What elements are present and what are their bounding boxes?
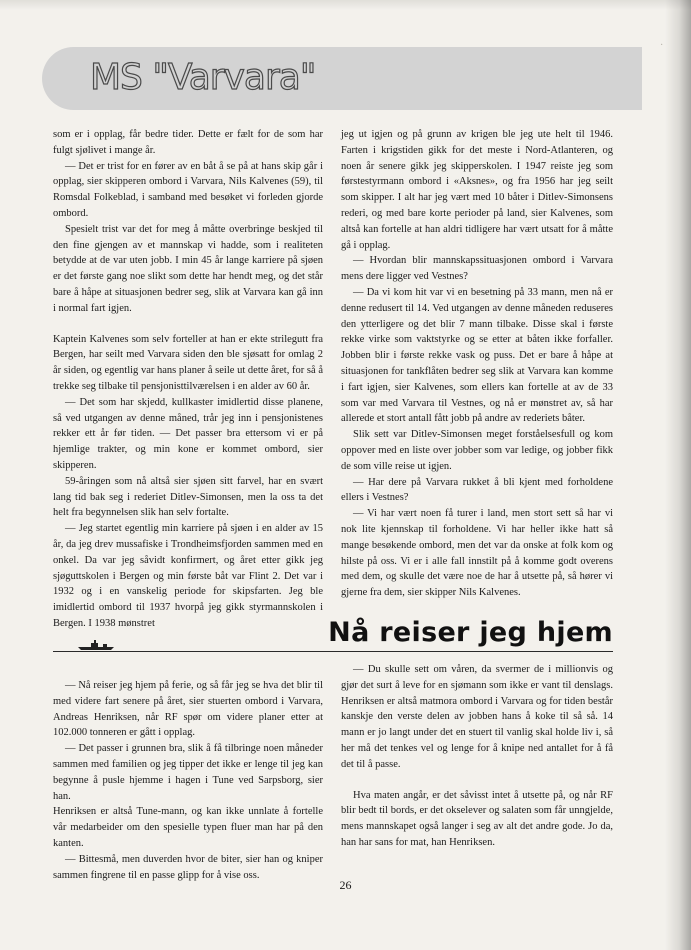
article1-column-left xyxy=(53,127,323,632)
paragraph: Kaptein Kalvenes som selv forteller at han er ekte strilegutt fra Bergen, har seilt med Varvara siden den ble sjøsatt for omlag 2 år siden, og egentlig var hans planer å seile ut dette året, for så å trekke seg tilbake til pensjonisttilværelsen i en alder av 60 år. xyxy=(53,333,323,392)
page-top-shadow xyxy=(0,0,691,10)
paragraph: — Det passer i grunnen bra, slik å få tilbringe noen måneder sammen med familien og jeg tipper det ikke er lenge til jeg kan begynne å pusle hjemme i hagen i Tune ved Sarpsborg, sier han. xyxy=(53,743,323,802)
paragraph: — Da vi kom hit var vi en besetning på 33 mann, men nå er denne redusert til 14. Ved utgangen av denne måneden reduseres den ytterligere og det blir 7 mann tilbake. Disse skal i første rekke virke som vaktstyrke og se etter at båten ikke forfaller. Jobben blir i første rekke vask og puss. Det er bare å håpe at situasjonen for tankflåten bedrer seg slik at Varvara kan komme i fart igjen, sier Kalvenes, som ellers kan fortelle at av de 33 som var med Varvara til Vestnes, og nå er mønstret av, så har allerede et stort antall fått jobb på andre av rederiets båter. xyxy=(341,286,613,425)
paragraph: jeg ut igjen og på grunn av krigen ble jeg ute helt til 1946. Farten i krigstiden gikk for det meste i Nord-Atlanteren, og noen år senere gikk jeg skipperskolen. I 1947 reiste jeg som førstestyrmann ombord i «Aksnes», og fra 1956 har jeg seilt som skipper. I alt har jeg vært med 10 båter i Ditlev-Simonsens rederi, og med bare korte perioder på land, sier Kalvenes, som altså kan fortelle at han aldri tidligere har vært utsatt for å måtte gå i opplag. xyxy=(341,129,613,251)
paragraph: — Har dere på Varvara rukket å bli kjent med forholdene ellers i Vestnes? xyxy=(341,476,613,504)
paragraph: — Det er trist for en fører av en båt å se på at hans skip går i opplag, sier skipperen ombord i Varvara, Nils Kalvenes (59), til Romsdal Folkeblad, i samband med besøket vi forleden gjorde ombord. xyxy=(53,160,323,219)
header-banner xyxy=(42,47,642,110)
paragraph: 59-åringen som nå altså sier sjøen sitt farvel, har en svært lang tid bak seg i rederiet Ditlev-Simonsen, men la oss ta det helt fra begynnelsen slik han selv fortalte. xyxy=(53,475,323,519)
page-number: 26 xyxy=(339,878,352,892)
page-binding-shadow xyxy=(665,0,691,950)
paragraph: Hva maten angår, er det såvisst intet å utsette på, og når RF blir bedt til bords, er det okselever og salaten som får unngjelde, mens mannskapet også langer i seg av alt det andre gode. Jo da, han har sans for mat, han Henriksen. xyxy=(341,789,613,848)
paragraph: — Nå reiser jeg hjem på ferie, og så får jeg se hva det blir til med videre fart senere på året, sier stuerten ombord i Varvara, Andreas Henriksen, når RF spør om videre planer etter at 102.000 tonneren er gått i opplag. xyxy=(53,680,323,739)
paragraph: Spesielt trist var det for meg å måtte overbringe beskjed til den fine gjengen av et mannskap vi hadde, som i realiteten betydde at de var uten jobb. I min 45 år lange karriere på sjøen er det første gang noe slikt som dette har hendt meg, og det står bare å håpe at situasjonen bedrer seg, slik at Varvara kan gå inn i normal fart igjen. xyxy=(53,223,323,314)
paragraph: — Du skulle sett om våren, da svermer de i millionvis og gjør det surt å leve for en sjømann som ikke er vant til denslags. Henriksen er altså matmora ombord i Varvara og for tiden består kanskje den verste delen av jobben hans å koke til så så. 14 mann er jo langt under det en stuert til vanlig skal holde liv i, så her må det tenkes vel og lenge for å knipe ned antallet for å få det til å passe. xyxy=(341,664,613,770)
paragraph: — Bittesmå, men duverden hvor de biter, sier han og kniper sammen fingrene til en passe glipp for å vise oss. xyxy=(53,853,323,881)
section-heading: Nå reiser jeg hjem xyxy=(328,617,613,648)
article2-column-right xyxy=(341,662,613,851)
paragraph: Henriksen er altså Tune-mann, og kan ikke unnlate å fortelle vår medarbeider om den spesielle typen fluer man har på den kanten. xyxy=(53,806,323,849)
page-title: MS "Varvara" xyxy=(90,57,316,98)
ship-icon xyxy=(77,638,115,652)
paragraph: — Det som har skjedd, kullkaster imidlertid disse planene, så ved utgangen av denne måned, trår jeg inn i pensjonistenes rekker ett år før tiden. — Det passer bra ettersom vi er på hjemlige trakter, og min kone er kommet ombord, sier skipperen. xyxy=(53,396,323,471)
article2-column-left xyxy=(53,678,323,883)
paragraph: Slik sett var Ditlev-Simonsen meget forståelsesfull og kom oppover med en liste over jobber som var ledige, og jobber fikk de som ville reise ut igjen. xyxy=(341,429,613,472)
article1-column-right xyxy=(341,127,613,601)
paragraph: — Hvordan blir mannskapssituasjonen ombord i Varvara mens dere ligger ved Vestnes? xyxy=(341,255,613,283)
paragraph: — Vi har vært noen få turer i land, men stort sett så har vi nok lite kjennskap til forholdene. Vi har heller ikke hatt så mange besøkende ombord, men det var da onske at folk kom og hilste på oss. Vi er i alle fall innstilt på å komme godt overens med dem, og skulle det være noe de har å utsette på, så hører vi gjerne fra dem, sier skipper Nils Kalvenes. xyxy=(341,508,613,599)
paragraph: som er i opplag, får bedre tider. Dette er fælt for de som har fulgt sjølivet i mange år. xyxy=(53,129,323,156)
paragraph: — Jeg startet egentlig min karriere på sjøen i en alder av 15 år, da jeg drev mussafiske i Trondheimsfjorden sammen med en onkel. Da var jeg såvidt konfirmert, og året etter gikk jeg sjøguttskolen i Bergen og min første båt var Flint 2. Det var i 1932 og i en vanskelig periode for skipsfarten. Jeg ble imidlertid ombord til 1937 hvorpå jeg gikk styrmannskolen i Bergen. I 1938 mønstret xyxy=(53,523,323,629)
scan-speck: · xyxy=(660,40,664,51)
section-divider xyxy=(53,651,613,652)
